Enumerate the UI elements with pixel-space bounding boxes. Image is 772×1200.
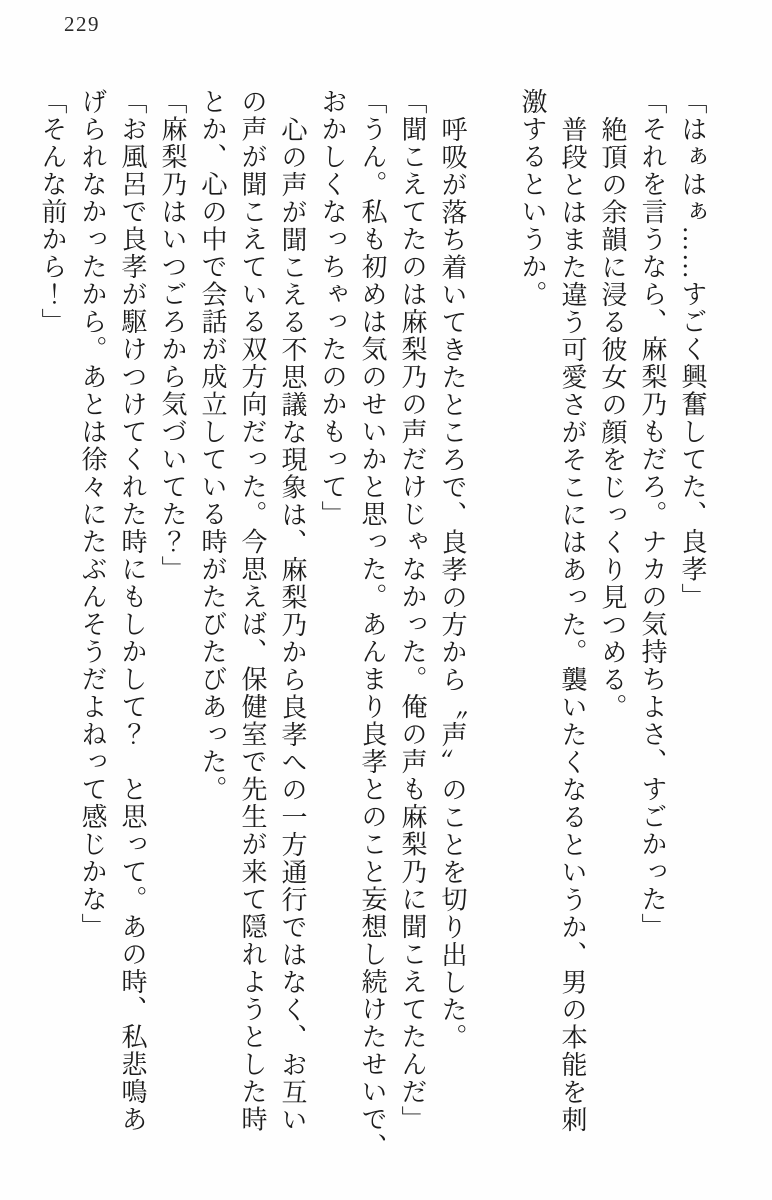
text-column: とか、心の中で会話が成立している時がたびたびあった。 (198, 88, 227, 803)
text-column: 「聞こえてたのは麻梨乃の声だけじゃなかった。俺の声も麻梨乃に聞こえてたんだ」 (398, 88, 427, 1133)
text-column: 心の声が聞こえる不思議な現象は、麻梨乃から良孝への一方通行ではなく、お互い (278, 116, 307, 1134)
text-column: 絶頂の余韻に浸る彼女の顔をじっくり見つめる。 (598, 116, 627, 721)
text-column: 呼吸が落ち着いてきたところで、良孝の方から〝声〟のことを切り出した。 (438, 116, 467, 1051)
text-column: 「はぁはぁ……すごく興奮してた、良孝」 (678, 88, 707, 611)
text-column: 「お風呂で良孝が駆けつけてくれた時にもしかして？ と思って。あの時、私悲鳴あ (118, 88, 147, 1133)
text-column: 「うん。私も初めは気のせいかと思った。あんまり良孝とのこと妄想し続けたせいで、 (358, 88, 387, 1161)
text-column: 普段とはまた違う可愛さがそこにはあった。襲いたくなるというか、男の本能を刺 (558, 116, 587, 1134)
text-column: 「そんな前から！」 (38, 88, 67, 336)
text-column: 「麻梨乃はいつごろから気づいてた？」 (158, 88, 187, 583)
page-number: 229 (64, 12, 100, 36)
vertical-text-block (32, 88, 712, 1161)
text-column: げられなかったから。あとは徐々にたぶんそうだよねって感じかな」 (78, 88, 107, 941)
blank-line (472, 88, 512, 1161)
text-column: 激するというか。 (518, 88, 547, 308)
text-column: おかしくなっちゃったのかもって」 (318, 88, 347, 528)
text-column: の声が聞こえている双方向だった。今思えば、保健室で先生が来て隠れようとした時 (238, 88, 267, 1133)
text-column: 「それを言うなら、麻梨乃もだろ。ナカの気持ちよさ、すごかった」 (638, 88, 667, 941)
